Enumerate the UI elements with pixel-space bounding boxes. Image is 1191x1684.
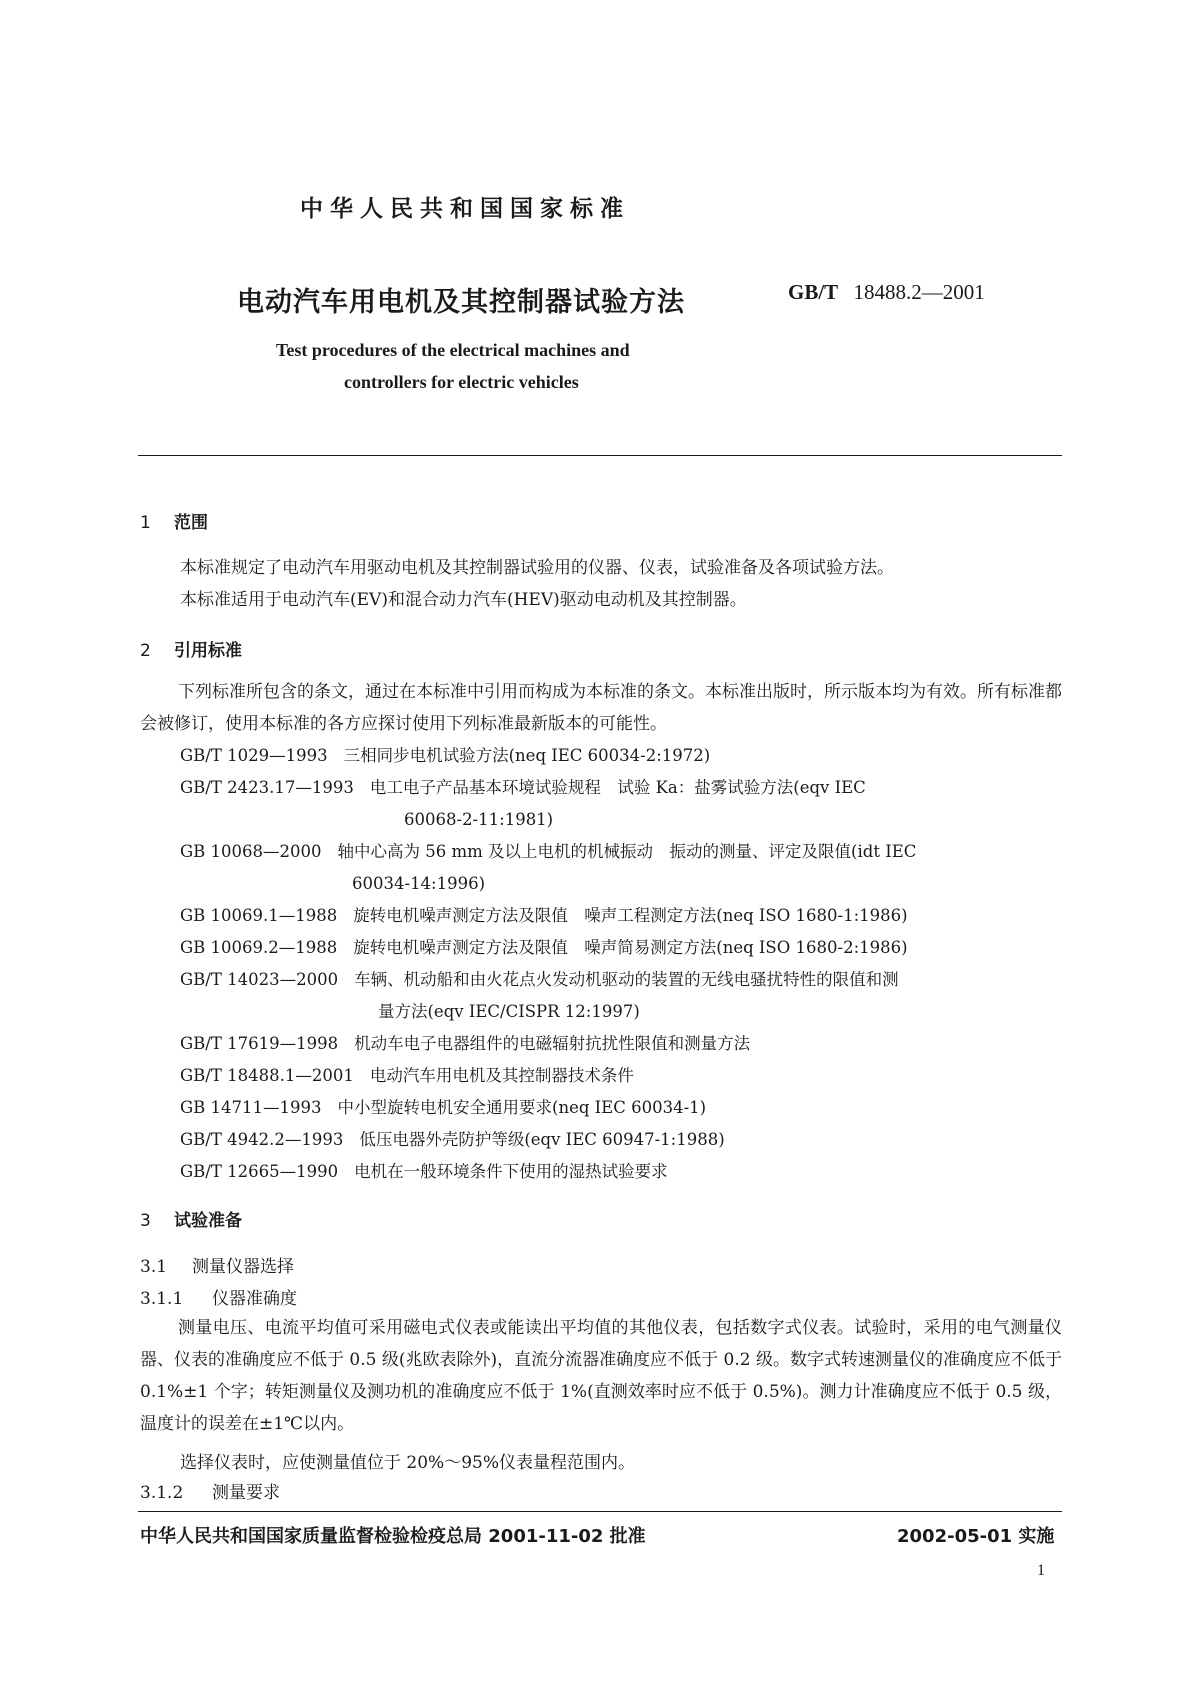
reference-item: GB 10069.2—1988 旋转电机噪声测定方法及限值 噪声简易测定方法(neq ISO 1680-2:1986) <box>180 938 908 957</box>
reference-item: GB 10068—2000 轴中心高为 56 mm 及以上电机的机械振动 振动的测量、评定及限值(idt IEC <box>180 842 917 861</box>
reference-item: GB/T 18488.1—2001 电动汽车用电机及其控制器技术条件 <box>180 1066 634 1085</box>
section-number: 3 <box>140 1211 151 1231</box>
standard-code: 18488.2—2001 <box>853 280 985 304</box>
section-2-intro: 下列标准所包含的条文，通过在本标准中引用而构成为本标准的条文。本标准出版时，所示版本均为有效。所有标准都会被修订，使用本标准的各方应探讨使用下列标准最新版本的可能性。 <box>140 682 1062 734</box>
reference-item: GB/T 2423.17—1993 电工电子产品基本环境试验规程 试验 Ka：盐雾试验方法(eqv IEC <box>180 778 866 797</box>
header-rule <box>138 455 1062 456</box>
document-title-en-line1: Test procedures of the electrical machines and <box>276 340 630 360</box>
standard-prefix: GB/T <box>788 280 839 304</box>
section-title: 引用标准 <box>174 641 242 661</box>
section-number: 1 <box>140 513 151 533</box>
implementation-date: 2002-05-01 实施 <box>897 1526 1055 1547</box>
reference-continuation: 量方法(eqv IEC/CISPR 12:1997) <box>378 1002 640 1021</box>
section-title: 试验准备 <box>174 1211 242 1231</box>
document-title-en-line2: controllers for electric vehicles <box>344 372 579 392</box>
section-3-heading <box>140 1206 242 1231</box>
reference-item: GB 14711—1993 中小型旋转电机安全通用要求(neq IEC 60034-1) <box>180 1098 707 1117</box>
footer-rule <box>138 1511 1062 1512</box>
reference-item: GB/T 14023—2000 车辆、机动船和由火花点火发动机驱动的装置的无线电骚扰特性的限值和测 <box>180 970 899 989</box>
reference-item: GB/T 17619—1998 机动车电子电器组件的电磁辐射抗扰性限值和测量方法 <box>180 1034 751 1053</box>
subsection-3-1-2-heading: 3.1.2 测量要求 <box>140 1483 280 1503</box>
subsection-3-1-1-paragraph-1: 测量电压、电流平均值可采用磁电式仪表或能读出平均值的其他仪表，包括数字式仪表。试验时，采用的电气测量仪器、仪表的准确度应不低于 0.5 级(兆欧表除外)，直流分流器准确度应不低于 0.2 级。数字式转速测量仪的准确度应不低于 0.1%±1 个字；转矩测量仪及测功机的准确度应不低于 1%(直测效率时应不低于 0.5%)。测力计准确度应不低于 0.5 级，温度计的误差在±1℃以内。 <box>140 1318 1062 1434</box>
section-1-paragraph-2: 本标准适用于电动汽车(EV)和混合动力汽车(HEV)驱动电动机及其控制器。 <box>180 590 747 610</box>
reference-continuation: 60034-14:1996) <box>352 874 486 893</box>
subsection-3-1-heading: 3.1 测量仪器选择 <box>140 1257 294 1277</box>
section-1-paragraph-1: 本标准规定了电动汽车用驱动电机及其控制器试验用的仪器、仪表，试验准备及各项试验方法。 <box>180 558 894 578</box>
section-title: 范围 <box>174 513 208 533</box>
national-standard-heading: 中华人民共和国国家标准 <box>300 196 630 222</box>
page-number: 1 <box>1037 1562 1045 1579</box>
document-title-cn: 电动汽车用电机及其控制器试验方法 <box>237 287 685 318</box>
reference-item: GB/T 12665—1990 电机在一般环境条件下使用的湿热试验要求 <box>180 1162 668 1181</box>
reference-continuation: 60068-2-11:1981) <box>404 810 554 829</box>
approval-date: 中华人民共和国国家质量监督检验检疫总局 2001-11-02 批准 <box>140 1526 646 1547</box>
reference-item: GB 10069.1—1988 旋转电机噪声测定方法及限值 噪声工程测定方法(neq ISO 1680-1:1986) <box>180 906 908 925</box>
subsection-3-1-1-paragraph-2: 选择仪表时，应使测量值位于 20%～95%仪表量程范围内。 <box>180 1453 635 1473</box>
section-1-heading <box>140 508 208 533</box>
reference-item: GB/T 1029—1993 三相同步电机试验方法(neq IEC 60034-2:1972) <box>180 746 711 765</box>
section-2-heading <box>140 636 242 661</box>
section-number: 2 <box>140 641 151 661</box>
standard-number <box>788 280 985 305</box>
reference-item: GB/T 4942.2—1993 低压电器外壳防护等级(eqv IEC 60947-1:1988) <box>180 1130 725 1149</box>
subsection-3-1-1-heading: 3.1.1 仪器准确度 <box>140 1289 297 1309</box>
